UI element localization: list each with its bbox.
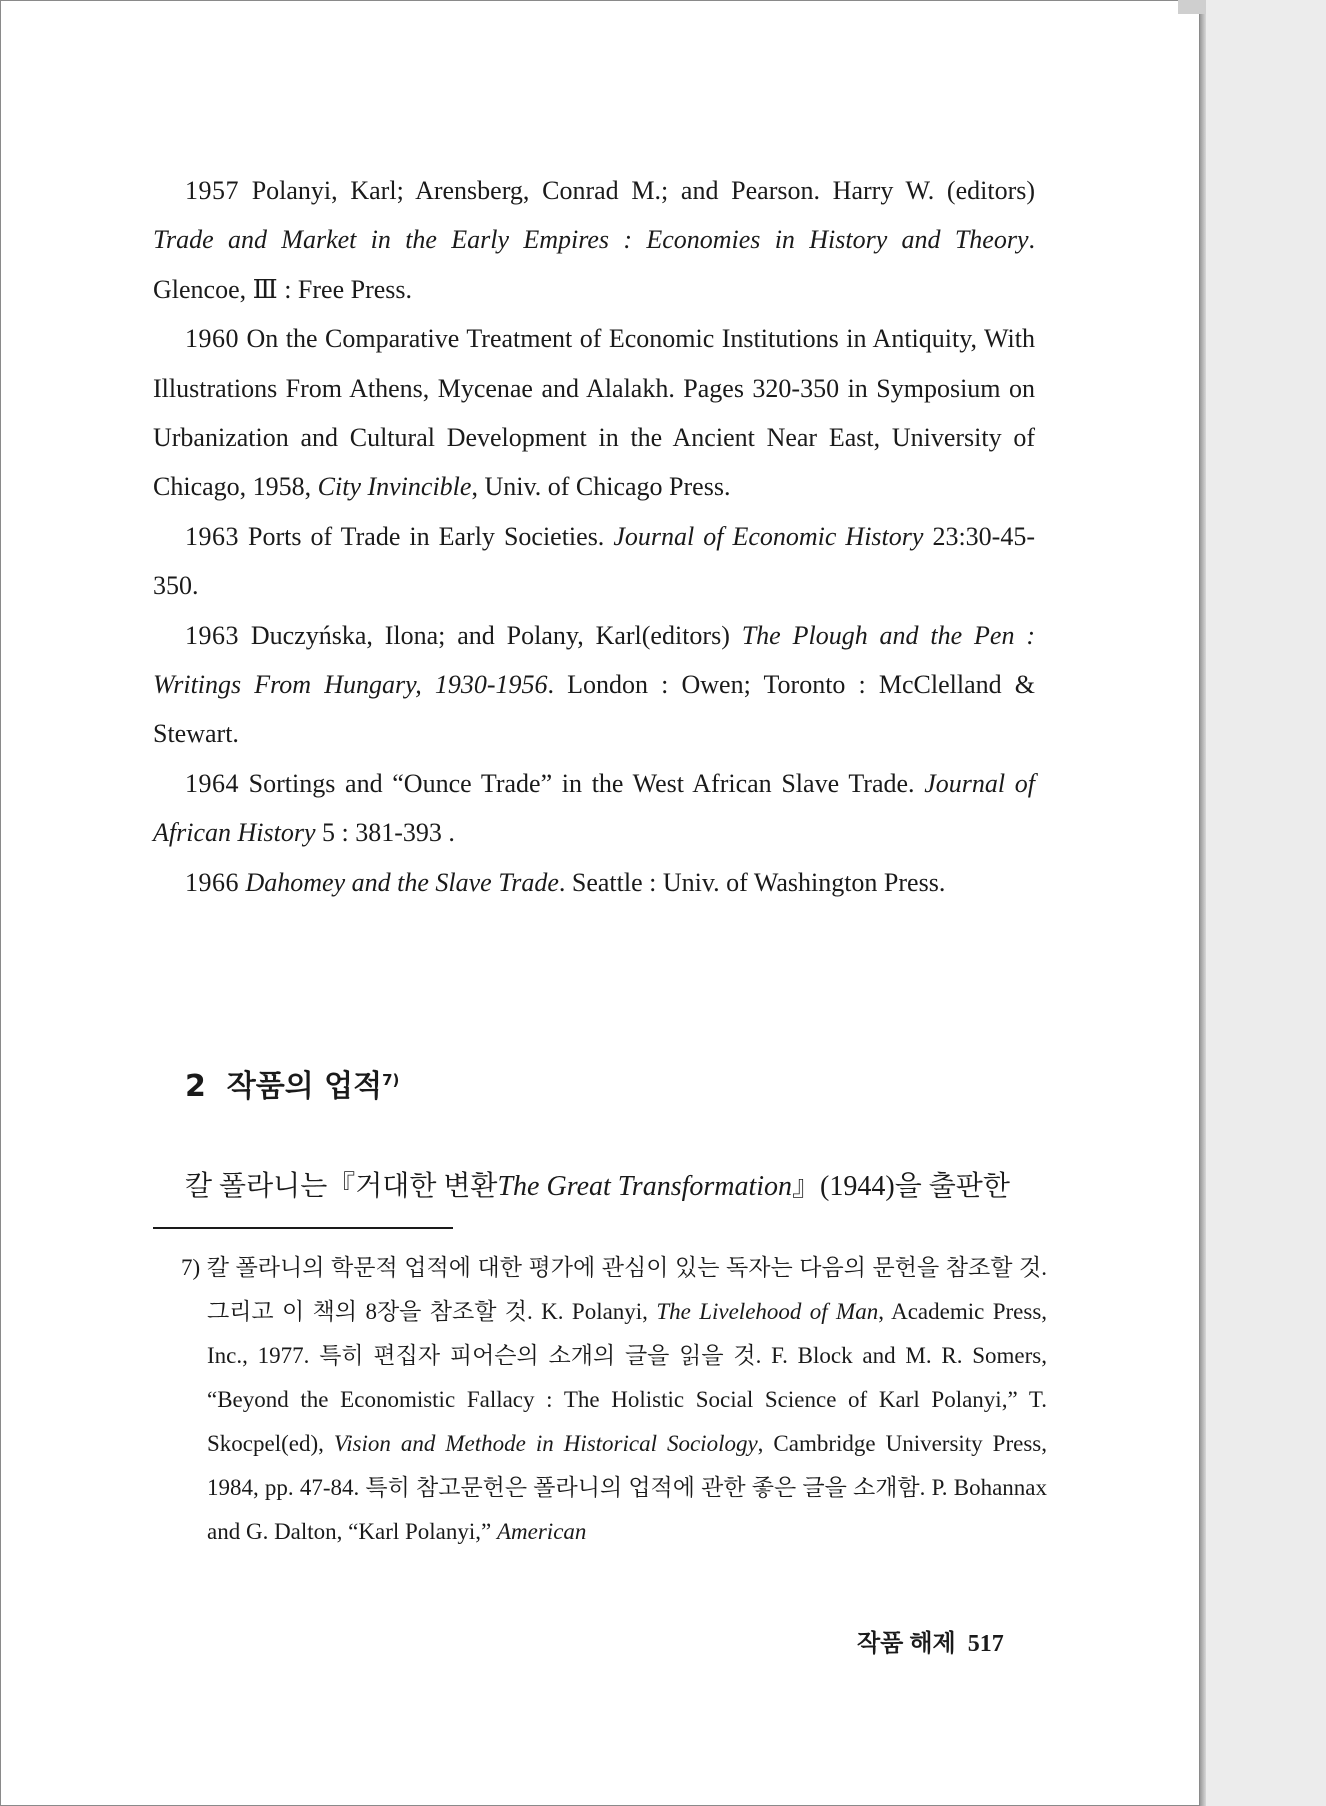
bibliography-list: [153, 166, 1035, 907]
entry-title: City Invincible: [317, 472, 472, 502]
entry-year: 1964: [185, 768, 239, 798]
footnote-title: Vision and Methode in Historical Sociology: [333, 1431, 758, 1456]
body-text: 칼 폴라니는『거대한 변환: [185, 1171, 498, 1202]
page-edge-shadow: [1200, 0, 1206, 1806]
footnote-segment: , Cambridge University Press, 1984, pp. 47-84. 특히 참고문헌은 폴라니의 업적에 관한 좋은 글을 소개함. P. Bohannax and G. Dalton, “Karl Polanyi,”: [207, 1431, 1047, 1544]
bibliography-entry: [153, 858, 1035, 907]
entry-year: 1960: [185, 324, 239, 354]
footnote-reference: 7): [382, 1071, 400, 1089]
footnote-separator: [153, 1227, 453, 1229]
bibliography-entry: [153, 166, 1035, 314]
entry-publication: 5 : 381-393 .: [315, 818, 455, 848]
footnote-title: The Livelehood of Man: [656, 1299, 879, 1324]
footnote: [181, 1246, 1047, 1554]
page-corner: [1178, 0, 1206, 14]
footer-section: 작품 해제: [857, 1631, 956, 1657]
body-text-continued: 』(1944)을 출판한: [792, 1171, 1010, 1202]
entry-text: Duczyńska, Ilona; and Polany, Karl(editors): [239, 620, 742, 650]
entry-year: 1966: [185, 867, 239, 897]
entry-title: Journal of Economic History: [613, 521, 924, 551]
entry-publication: , Univ. of Chicago Press.: [471, 472, 731, 502]
book-title: The Great Transformation: [497, 1171, 793, 1202]
footnote-segment: 칼 폴라니의 학문적 업적에 대한 평가에 관심이 있는 독자는 다음의 문헌을 참조할 것. 그리고 이 책의 8장을 참조할 것. K. Polanyi,: [200, 1255, 1047, 1324]
entry-publication: . London : Owen; Toronto : McClelland & Stewart.: [153, 670, 1035, 749]
entry-publication: . Seattle : Univ. of Washington Press.: [558, 867, 946, 897]
page-number: 517: [967, 1631, 1004, 1657]
entry-title: Trade and Market in the Early Empires : Economies in History and Theory: [153, 225, 1029, 255]
entry-year: 1963: [185, 620, 239, 650]
entry-text: Ports of Trade in Early Societies.: [239, 521, 614, 551]
entry-title: Journal of African History: [153, 768, 1036, 848]
body-paragraph: [185, 1164, 1045, 1204]
entry-title: Dahomey and the Slave Trade: [245, 867, 559, 897]
footnote-marker: 7): [181, 1255, 201, 1280]
entry-title: The Plough and the Pen : Writings From Hungary, 1930-1956: [153, 620, 1036, 700]
footnote-segment: , Academic Press, Inc., 1977. 특히 편집자 피어슨의 소개의 글을 읽을 것. F. Block and M. R. Somers, “Beyond the Economistic Fallacy : The Holistic Social Science of Karl Polanyi,” T. Skocpel(ed),: [207, 1299, 1048, 1456]
bibliography-entry: [153, 759, 1035, 858]
entry-text: Polanyi, Karl; Arensberg, Conrad M.; and Pearson. Harry W. (editors): [239, 176, 1035, 205]
footnote-title: American: [496, 1519, 587, 1544]
section-heading: [185, 1061, 399, 1105]
entry-year: 1963: [185, 521, 239, 551]
entry-text: On the Comparative Treatment of Economic Institutions in Antiquity, With Illustrations From Athens, Mycenae and Alalakh. Pages 320-350 in Symposium on Urbanization and Cultural Development in the Ancient Near East, University of Chicago, 1958,: [153, 324, 1035, 502]
bibliography-entry: [153, 512, 1035, 611]
entry-text: Sortings and “Ounce Trade” in the West African Slave Trade.: [239, 768, 925, 798]
footnote-text: [181, 1246, 1047, 1554]
entry-year: 1957: [185, 176, 239, 205]
entry-publication: . Glencoe, Ⅲ : Free Press.: [153, 225, 1035, 304]
section-title: 작품의 업적: [226, 1069, 383, 1104]
entry-publication: 23:30-45-350.: [153, 521, 1035, 601]
section-number: 2: [185, 1069, 206, 1104]
bibliography-entry: [153, 611, 1035, 759]
bibliography-entry: [153, 314, 1035, 512]
running-footer: [857, 1623, 1004, 1658]
